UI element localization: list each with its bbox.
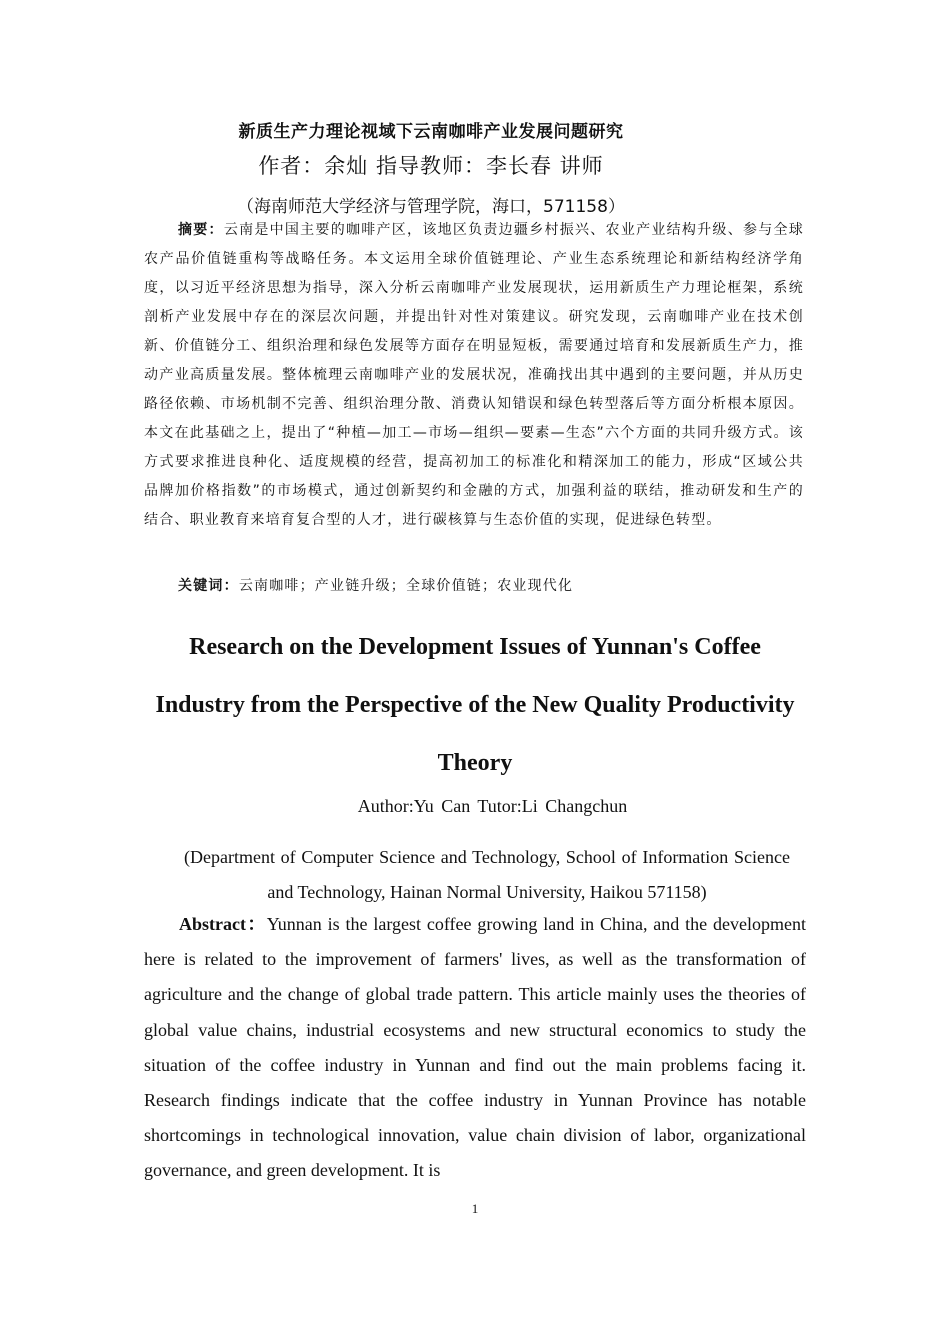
chinese-title: 新质生产力理论视域下云南咖啡产业发展问题研究 xyxy=(238,122,624,142)
english-author-line: Author:Yu Can Tutor:Li Changchun xyxy=(357,796,628,816)
english-title: Research on the Development Issues of Yunnan's Coffee Industry from the Perspective of the New Quality Productivity Theory xyxy=(155,634,795,776)
english-abstract-text: Yunnan is the largest coffee growing land in China, and the development here is related to the improvement of farmers' lives, as well as the transformation of agriculture and the change of global trade pattern. This article mainly uses the theories of global value chains, industrial ecosystems and new structural economics to study the situation of the coffee industry in Yunnan and find out the main problems facing it. Research findings indicate that the coffee industry in Yunnan Province has notable shortcomings in technological innovation, value chain division of labor, organizational governance, and green development. It is xyxy=(144,914,806,1181)
english-abstract-label: Abstract： xyxy=(179,914,267,934)
english-abstract xyxy=(144,907,806,1189)
chinese-keywords-text: 云南咖啡；产业链升级；全球价值链；农业现代化 xyxy=(238,578,574,594)
chinese-keywords xyxy=(178,572,804,601)
english-affiliation: (Department of Computer Science and Technology, School of Information Science and Technology, Hainan Normal University, Haikou 571158) xyxy=(184,847,790,902)
page-number: 1 xyxy=(471,1201,479,1216)
chinese-keywords-label: 关键词： xyxy=(178,578,239,594)
chinese-author-line: 作者：余灿 指导教师：李长春 讲师 xyxy=(258,154,604,178)
chinese-abstract-text: 云南是中国主要的咖啡产区，该地区负责边疆乡村振兴、农业产业结构升级、参与全球农产品价值链重构等战略任务。本文运用全球价值链理论、产业生态系统理论和新结构经济学角度，以习近平经济思想为指导，深入分析云南咖啡产业发展现状，运用新质生产力理论框架，系统剖析产业发展中存在的深层次问题，并提出针对性对策建议。研究发现，云南咖啡产业在技术创新、价值链分工、组织治理和绿色发展等方面存在明显短板，需要通过培育和发展新质生产力，推动产业高质量发展。整体梳理云南咖啡产业的发展状况，准确找出其中遇到的主要问题，并从历史路径依赖、市场机制不完善、组织治理分散、消费认知错误和绿色转型落后等方面分析根本原因。本文在此基础之上，提出了“种植—加工—市场—组织—要素—生态”六个方面的共同升级方式。该方式要求推进良种化、适度规模的经营，提高初加工的标准化和精深加工的能力，形成“区域公共品牌加价格指数”的市场模式，通过创新契约和金融的方式，加强利益的联结，推动研发和生产的结合、职业教育来培育复合型的人才，进行碳核算与生态价值的实现，促进绿色转型。 xyxy=(144,222,804,528)
chinese-affiliation: （海南师范大学经济与管理学院，海口，571158） xyxy=(237,197,625,217)
chinese-abstract-label: 摘要： xyxy=(178,222,224,238)
chinese-abstract xyxy=(144,216,804,535)
